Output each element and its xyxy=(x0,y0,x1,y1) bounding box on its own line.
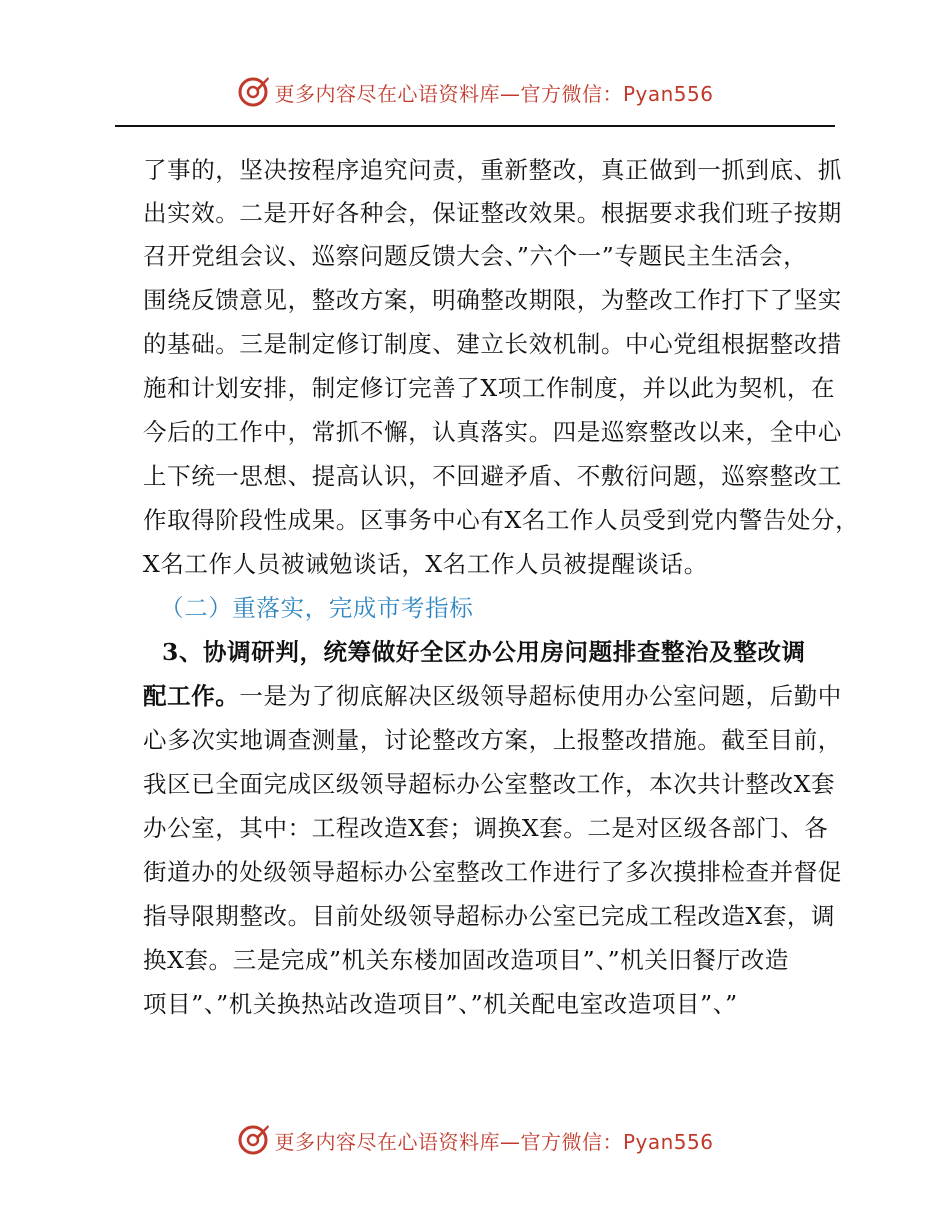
body-line: 项目”、”机关换热站改造项目”、”机关配电室改造项目”、” xyxy=(143,990,738,1018)
pen-circle-logo-icon xyxy=(236,1123,270,1157)
header-divider xyxy=(115,125,835,127)
body-line: 上下统一思想、提高认识，不回避矛盾、不敷衍问题，巡察整改工 xyxy=(143,462,842,490)
body-line: 今后的工作中，常抓不懈，认真落实。四是巡察整改以来，全中心 xyxy=(143,418,842,446)
header-banner-text: 更多内容尽在心语资料库—官方微信：Pyan556 xyxy=(274,81,714,106)
body-line: 我区已全面完成区级领导超标办公室整改工作，本次共计整改X套 xyxy=(143,770,836,798)
body-line: 心多次实地调查测量，讨论整改方案，上报整改措施。截至目前， xyxy=(143,726,842,754)
item-heading-continued: 配工作。 xyxy=(143,682,240,710)
body-line: 召开党组会议、巡察问题反馈大会、”六个一”专题民主生活会， xyxy=(143,242,808,270)
body-line: 围绕反馈意见，整改方案，明确整改期限，为整改工作打下了坚实 xyxy=(143,286,842,314)
body-line: 办公室，其中：工程改造X套；调换X套。二是对区级各部门、各 xyxy=(143,814,829,842)
pen-circle-logo-icon xyxy=(236,75,270,109)
body-line: 作取得阶段性成果。区事务中心有X名工作人员受到党内警告处分， xyxy=(143,506,860,534)
footer-banner-text: 更多内容尽在心语资料库—官方微信：Pyan556 xyxy=(274,1129,714,1154)
body-line xyxy=(143,676,842,716)
body-line: 施和计划安排，制定修订完善了X项工作制度，并以此为契机，在 xyxy=(143,374,836,402)
footer-banner xyxy=(0,1120,950,1160)
body-line: X名工作人员被诫勉谈话，X名工作人员被提醒谈话。 xyxy=(143,550,708,578)
body-line: 了事的，坚决按程序追究问责，重新整改，真正做到一抓到底、抓 xyxy=(143,156,842,184)
body-line: 的基础。三是制定修订制度、建立长效机制。中心党组根据整改措 xyxy=(143,330,842,358)
section-heading: （二）重落实，完成市考指标 xyxy=(160,594,474,622)
body-line: 指导限期整改。目前处级领导超标办公室已完成工程改造X套，调 xyxy=(143,902,836,930)
body-line: 出实效。二是开好各种会，保证整改效果。根据要求我们班子按期 xyxy=(143,199,842,227)
item-text: 一是为了彻底解决区级领导超标使用办公室问题，后勤中 xyxy=(239,682,842,710)
header-banner xyxy=(0,72,950,112)
body-line: 换X套。三是完成”机关东楼加固改造项目”、”机关旧餐厅改造 xyxy=(143,946,789,974)
item-heading: 3、协调研判，统筹做好全区办公用房问题排查整治及整改调 xyxy=(162,638,806,666)
body-line: 街道办的处级领导超标办公室整改工作进行了多次摸排检查并督促 xyxy=(143,858,842,886)
